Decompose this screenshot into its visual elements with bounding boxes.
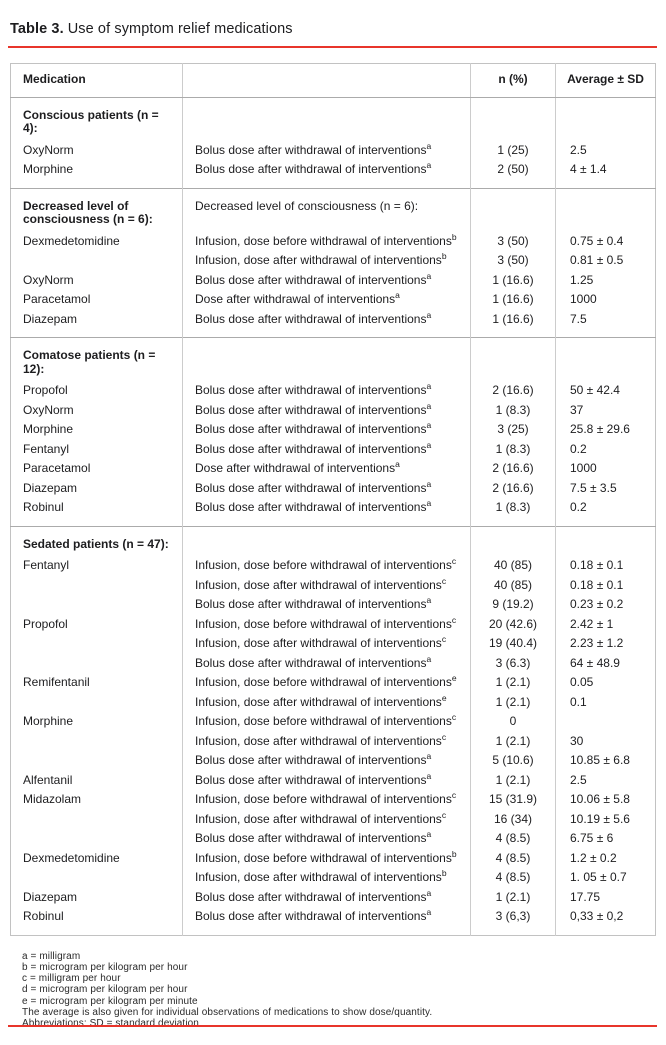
section-description-cell <box>183 338 471 382</box>
dose-unit-footnote-marker: a <box>426 160 432 170</box>
cell-n-percent: 16 (34) <box>471 810 556 830</box>
cell-n-percent: 1 (16.6) <box>471 271 556 291</box>
dose-unit-footnote-marker: a <box>426 439 432 450</box>
table-head <box>11 64 656 98</box>
cell-description: Infusion, dose before withdrawal of interventions$^c$ <box>183 556 471 576</box>
cell-medication: Fentanyl <box>23 441 70 456</box>
cell-n-percent: 15 (31.9) <box>471 790 556 810</box>
table-section-1 <box>11 97 656 188</box>
cell-average: 2.23 ± 1.2 <box>556 634 656 654</box>
table-section-3 <box>11 338 656 527</box>
cell-n-percent: 40 (85) <box>471 556 556 576</box>
cell-description: Infusion, dose after withdrawal of interventions$^c$ <box>183 810 471 830</box>
cell-average: 10.06 ± 5.8 <box>556 790 656 810</box>
cell-n-percent: 1 (8.3) <box>471 401 556 421</box>
cell-medication <box>11 595 183 615</box>
cell-n-percent: 20 (42.6) <box>471 615 556 635</box>
cell-average: 0,33 ± 0,2 <box>556 907 656 935</box>
cell-description: Bolus dose after withdrawal of interventions$^a$ <box>183 160 471 188</box>
footnotes <box>22 951 656 1030</box>
table-row <box>11 732 656 752</box>
cell-n-percent: 1 (25) <box>471 141 556 161</box>
dose-unit-footnote-marker: a <box>426 270 432 281</box>
cell-average: 25.8 ± 29.6 <box>556 420 656 440</box>
cell-description: Bolus dose after withdrawal of interventions$^a$ <box>183 381 471 401</box>
table-row <box>11 160 656 188</box>
cell-n-percent: 3 (6.3) <box>471 654 556 674</box>
cell-description: Infusion, dose after withdrawal of interventions$^b$ <box>183 868 471 888</box>
dose-unit-footnote-marker: a <box>426 751 432 761</box>
cell-description: Bolus dose after withdrawal of interventions$^a$ <box>183 479 471 499</box>
cell-average: 1. 05 ± 0.7 <box>556 868 656 888</box>
cell-average: 17.75 <box>556 888 656 908</box>
table-row <box>11 712 656 732</box>
cell-n-percent: 2 (16.6) <box>471 459 556 479</box>
table-row <box>11 673 656 693</box>
table-row <box>11 888 656 908</box>
cell-description: Infusion, dose after withdrawal of interventions$^c$ <box>183 576 471 596</box>
dose-unit-footnote-marker: a <box>426 381 432 391</box>
cell-n-percent: 4 (8.5) <box>471 829 556 849</box>
cell-description: Bolus dose after withdrawal of interventions$^a$ <box>183 751 471 771</box>
cell-description: Bolus dose after withdrawal of interventions$^a$ <box>183 271 471 291</box>
section-header-row <box>11 188 656 232</box>
cell-average: 0.2 <box>556 498 656 526</box>
table-title-text: Use of symptom relief medications <box>67 21 293 37</box>
cell-n-percent: 1 (8.3) <box>471 498 556 526</box>
dose-unit-footnote-marker: a <box>426 140 432 151</box>
cell-medication: Dexmedetomidine <box>23 850 120 865</box>
dose-unit-footnote-marker: a <box>426 653 432 664</box>
section-description-cell <box>183 97 471 141</box>
footnote-line: The average is also given for individual observations of medications to show dose/quantity. <box>22 1006 433 1018</box>
cell-average: 1000 <box>556 290 656 310</box>
dose-unit-footnote-marker: a <box>426 498 432 508</box>
cell-medication: OxyNorm <box>23 272 74 287</box>
footnote-line: d = microgram per kilogram per hour <box>22 984 188 996</box>
table-row <box>11 615 656 635</box>
cell-description: Bolus dose after withdrawal of interventions$^a$ <box>183 907 471 935</box>
cell-average: 37 <box>556 401 656 421</box>
table-row <box>11 771 656 791</box>
dose-unit-footnote-marker: a <box>426 420 432 430</box>
table-header-row <box>11 64 656 98</box>
cell-description: Infusion, dose after withdrawal of interventions$^c$ <box>183 732 471 752</box>
cell-n-percent: 1 (2.1) <box>471 771 556 791</box>
cell-medication: Midazolam <box>23 792 82 806</box>
cell-medication <box>11 654 183 674</box>
footnote-line: a = milligram <box>22 950 81 962</box>
cell-medication <box>11 751 183 771</box>
section-description-cell <box>183 526 471 556</box>
cell-description: Bolus dose after withdrawal of interventions$^a$ <box>183 888 471 908</box>
cell-description: Dose after withdrawal of interventions$^a$ <box>183 290 471 310</box>
cell-average <box>556 712 656 732</box>
cell-n-percent: 2 (16.6) <box>471 381 556 401</box>
cell-medication <box>11 576 183 596</box>
cell-average: 2.5 <box>556 141 656 161</box>
table-title-label: Table 3. <box>10 21 64 37</box>
cell-average: 0.23 ± 0.2 <box>556 595 656 615</box>
table-row <box>11 790 656 810</box>
section-title-cell: Comatose patients (n = 12): <box>23 348 156 376</box>
cell-medication: Alfentanil <box>23 772 73 787</box>
cell-description: Infusion, dose after withdrawal of interventions$^e$ <box>183 693 471 713</box>
footnote-line: c = milligram per hour <box>22 973 121 985</box>
cell-description: Infusion, dose before withdrawal of interventions$^b$ <box>183 232 471 252</box>
cell-n-percent <box>471 97 556 141</box>
cell-average <box>556 97 656 141</box>
cell-average: 2.5 <box>556 771 656 791</box>
dose-unit-footnote-marker: a <box>426 595 432 605</box>
dose-unit-footnote-marker: e <box>451 673 457 683</box>
dose-unit-footnote-marker: c <box>441 575 447 586</box>
cell-description: Bolus dose after withdrawal of interventions$^a$ <box>183 141 471 161</box>
cell-description: Bolus dose after withdrawal of interventions$^a$ <box>183 401 471 421</box>
table-row <box>11 141 656 161</box>
dose-unit-footnote-marker: a <box>426 400 432 411</box>
table-row <box>11 271 656 291</box>
cell-medication <box>11 732 183 752</box>
cell-n-percent: 2 (16.6) <box>471 479 556 499</box>
dose-unit-footnote-marker: a <box>426 478 432 489</box>
dose-unit-footnote-marker: c <box>451 614 457 625</box>
section-header-row <box>11 97 656 141</box>
cell-average: 0.2 <box>556 440 656 460</box>
table-row <box>11 595 656 615</box>
table-row <box>11 232 656 252</box>
table-row <box>11 251 656 271</box>
cell-n-percent: 1 (2.1) <box>471 693 556 713</box>
table-row <box>11 751 656 771</box>
table-row <box>11 440 656 460</box>
dose-unit-footnote-marker: a <box>395 290 400 300</box>
cell-medication <box>11 868 183 888</box>
cell-n-percent <box>471 338 556 382</box>
dose-unit-footnote-marker: e <box>441 692 447 703</box>
table-row <box>11 868 656 888</box>
cell-average: 1.2 ± 0.2 <box>556 849 656 869</box>
col-header-average-sd: Average ± SD <box>556 64 656 98</box>
cell-n-percent: 3 (6,3) <box>471 907 556 935</box>
cell-average: 64 ± 48.9 <box>556 654 656 674</box>
dose-unit-footnote-marker: c <box>451 790 457 800</box>
table-row <box>11 498 656 526</box>
table-section-2 <box>11 188 656 338</box>
cell-medication <box>11 634 183 654</box>
cell-average: 10.85 ± 6.8 <box>556 751 656 771</box>
cell-n-percent: 1 (2.1) <box>471 673 556 693</box>
table-section-4 <box>11 526 656 935</box>
cell-average <box>556 338 656 382</box>
cell-description: Infusion, dose before withdrawal of interventions$^e$ <box>183 673 471 693</box>
cell-n-percent: 4 (8.5) <box>471 849 556 869</box>
cell-description: Dose after withdrawal of interventions$^a$ <box>183 459 471 479</box>
dose-unit-footnote-marker: c <box>451 712 457 722</box>
cell-average: 0.81 ± 0.5 <box>556 251 656 271</box>
cell-medication: Paracetamol <box>23 461 91 475</box>
cell-n-percent: 1 (8.3) <box>471 440 556 460</box>
section-title-cell: Conscious patients (n = 4): <box>23 107 159 135</box>
table-row <box>11 459 656 479</box>
col-header-n-percent: n (%) <box>471 64 556 98</box>
cell-medication: Propofol <box>23 383 68 397</box>
cell-average: 4 ± 1.4 <box>556 160 656 188</box>
cell-average: 0.18 ± 0.1 <box>556 576 656 596</box>
table-row <box>11 810 656 830</box>
cell-average: 1.25 <box>556 271 656 291</box>
cell-average: 7.5 <box>556 310 656 338</box>
dose-unit-footnote-marker: c <box>441 731 447 742</box>
cell-average: 0.18 ± 0.1 <box>556 556 656 576</box>
table-row <box>11 420 656 440</box>
cell-n-percent: 9 (19.2) <box>471 595 556 615</box>
cell-medication: Paracetamol <box>23 292 91 306</box>
cell-average: 2.42 ± 1 <box>556 615 656 635</box>
cell-medication: Morphine <box>23 714 74 728</box>
cell-average: 0.75 ± 0.4 <box>556 232 656 252</box>
cell-n-percent: 2 (50) <box>471 160 556 188</box>
col-header-description <box>183 64 471 98</box>
table-row <box>11 829 656 849</box>
dose-unit-footnote-marker: b <box>441 868 447 878</box>
cell-average: 50 ± 42.4 <box>556 381 656 401</box>
cell-description: Infusion, dose after withdrawal of interventions$^b$ <box>183 251 471 271</box>
cell-n-percent: 1 (2.1) <box>471 732 556 752</box>
cell-description: Bolus dose after withdrawal of interventions$^a$ <box>183 498 471 526</box>
footnote-line: Abbreviations: SD = standard deviation <box>22 1018 199 1030</box>
cell-n-percent: 5 (10.6) <box>471 751 556 771</box>
table-row <box>11 479 656 499</box>
table-row <box>11 849 656 869</box>
footnote-line: b = microgram per kilogram per hour <box>22 961 188 973</box>
cell-average: 0.05 <box>556 673 656 693</box>
section-header-row <box>11 338 656 382</box>
table-row <box>11 310 656 338</box>
table-row <box>11 654 656 674</box>
cell-average: 0.1 <box>556 693 656 713</box>
cell-n-percent <box>471 526 556 556</box>
dose-unit-footnote-marker: c <box>441 634 447 644</box>
cell-n-percent: 19 (40.4) <box>471 634 556 654</box>
cell-description: Bolus dose after withdrawal of interventions$^a$ <box>183 440 471 460</box>
cell-medication <box>11 251 183 271</box>
table-title <box>10 21 656 38</box>
table-row <box>11 401 656 421</box>
table-row <box>11 693 656 713</box>
cell-description: Bolus dose after withdrawal of interventions$^a$ <box>183 654 471 674</box>
cell-medication: Diazepam <box>23 889 78 904</box>
cell-n-percent: 1 (16.6) <box>471 310 556 338</box>
cell-medication: Robinul <box>23 500 64 514</box>
table-row <box>11 907 656 935</box>
cell-description: Bolus dose after withdrawal of interventions$^a$ <box>183 420 471 440</box>
cell-average <box>556 526 656 556</box>
cell-n-percent: 40 (85) <box>471 576 556 596</box>
cell-n-percent <box>471 188 556 232</box>
cell-n-percent: 3 (50) <box>471 232 556 252</box>
cell-average: 30 <box>556 732 656 752</box>
table-row <box>11 290 656 310</box>
table-row <box>11 381 656 401</box>
cell-medication: Remifentanil <box>23 675 90 689</box>
cell-description: Infusion, dose before withdrawal of interventions$^c$ <box>183 615 471 635</box>
section-header-row <box>11 526 656 556</box>
cell-description: Bolus dose after withdrawal of interventions$^a$ <box>183 595 471 615</box>
section-description-cell: Decreased level of consciousness (n = 6): <box>183 188 471 232</box>
page <box>0 21 666 1030</box>
cell-average: 1000 <box>556 459 656 479</box>
cell-description: Infusion, dose before withdrawal of interventions$^c$ <box>183 790 471 810</box>
cell-description: Infusion, dose after withdrawal of interventions$^c$ <box>183 634 471 654</box>
cell-average: 10.19 ± 5.6 <box>556 810 656 830</box>
cell-medication <box>11 810 183 830</box>
cell-medication: Morphine <box>23 162 74 176</box>
cell-description: Bolus dose after withdrawal of interventions$^a$ <box>183 829 471 849</box>
dose-unit-footnote-marker: c <box>441 809 447 820</box>
medications-table <box>10 63 656 936</box>
dose-unit-footnote-marker: c <box>451 556 457 566</box>
cell-medication: OxyNorm <box>23 142 74 157</box>
cell-description: Bolus dose after withdrawal of interventions$^a$ <box>183 310 471 338</box>
cell-n-percent: 0 <box>471 712 556 732</box>
section-title-cell: Decreased level of consciousness (n = 6): <box>23 198 153 226</box>
dose-unit-footnote-marker: a <box>426 907 432 917</box>
cell-medication: Fentanyl <box>23 558 70 572</box>
cell-medication: OxyNorm <box>23 402 74 417</box>
dose-unit-footnote-marker: a <box>426 770 432 781</box>
dose-unit-footnote-marker: a <box>395 459 400 469</box>
cell-n-percent: 3 (25) <box>471 420 556 440</box>
cell-medication <box>11 829 183 849</box>
dose-unit-footnote-marker: b <box>441 251 447 261</box>
table-row <box>11 556 656 576</box>
cell-n-percent: 3 (50) <box>471 251 556 271</box>
title-accent-rule <box>8 46 657 48</box>
cell-average: 6.75 ± 6 <box>556 829 656 849</box>
cell-medication: Diazepam <box>23 480 78 495</box>
cell-n-percent: 1 (16.6) <box>471 290 556 310</box>
bottom-accent-rule <box>8 1025 657 1027</box>
cell-medication: Robinul <box>23 909 64 923</box>
cell-description: Bolus dose after withdrawal of interventions$^a$ <box>183 771 471 791</box>
cell-description: Infusion, dose before withdrawal of interventions$^b$ <box>183 849 471 869</box>
cell-medication: Propofol <box>23 616 68 631</box>
footnote-line: e = microgram per kilogram per minute <box>22 995 198 1007</box>
cell-average <box>556 188 656 232</box>
cell-n-percent: 1 (2.1) <box>471 888 556 908</box>
table-row <box>11 576 656 596</box>
cell-medication: Morphine <box>23 422 74 436</box>
dose-unit-footnote-marker: a <box>426 309 432 320</box>
cell-medication: Diazepam <box>23 311 78 326</box>
dose-unit-footnote-marker: b <box>451 848 457 859</box>
col-header-medication: Medication <box>11 64 183 98</box>
dose-unit-footnote-marker: b <box>451 231 457 242</box>
section-title-cell: Sedated patients (n = 47): <box>23 536 169 551</box>
cell-n-percent: 4 (8.5) <box>471 868 556 888</box>
table-row <box>11 634 656 654</box>
cell-medication <box>11 693 183 713</box>
cell-medication: Dexmedetomidine <box>23 233 120 248</box>
dose-unit-footnote-marker: a <box>426 887 432 898</box>
cell-description: Infusion, dose before withdrawal of interventions$^c$ <box>183 712 471 732</box>
dose-unit-footnote-marker: a <box>426 829 432 839</box>
cell-average: 7.5 ± 3.5 <box>556 479 656 499</box>
